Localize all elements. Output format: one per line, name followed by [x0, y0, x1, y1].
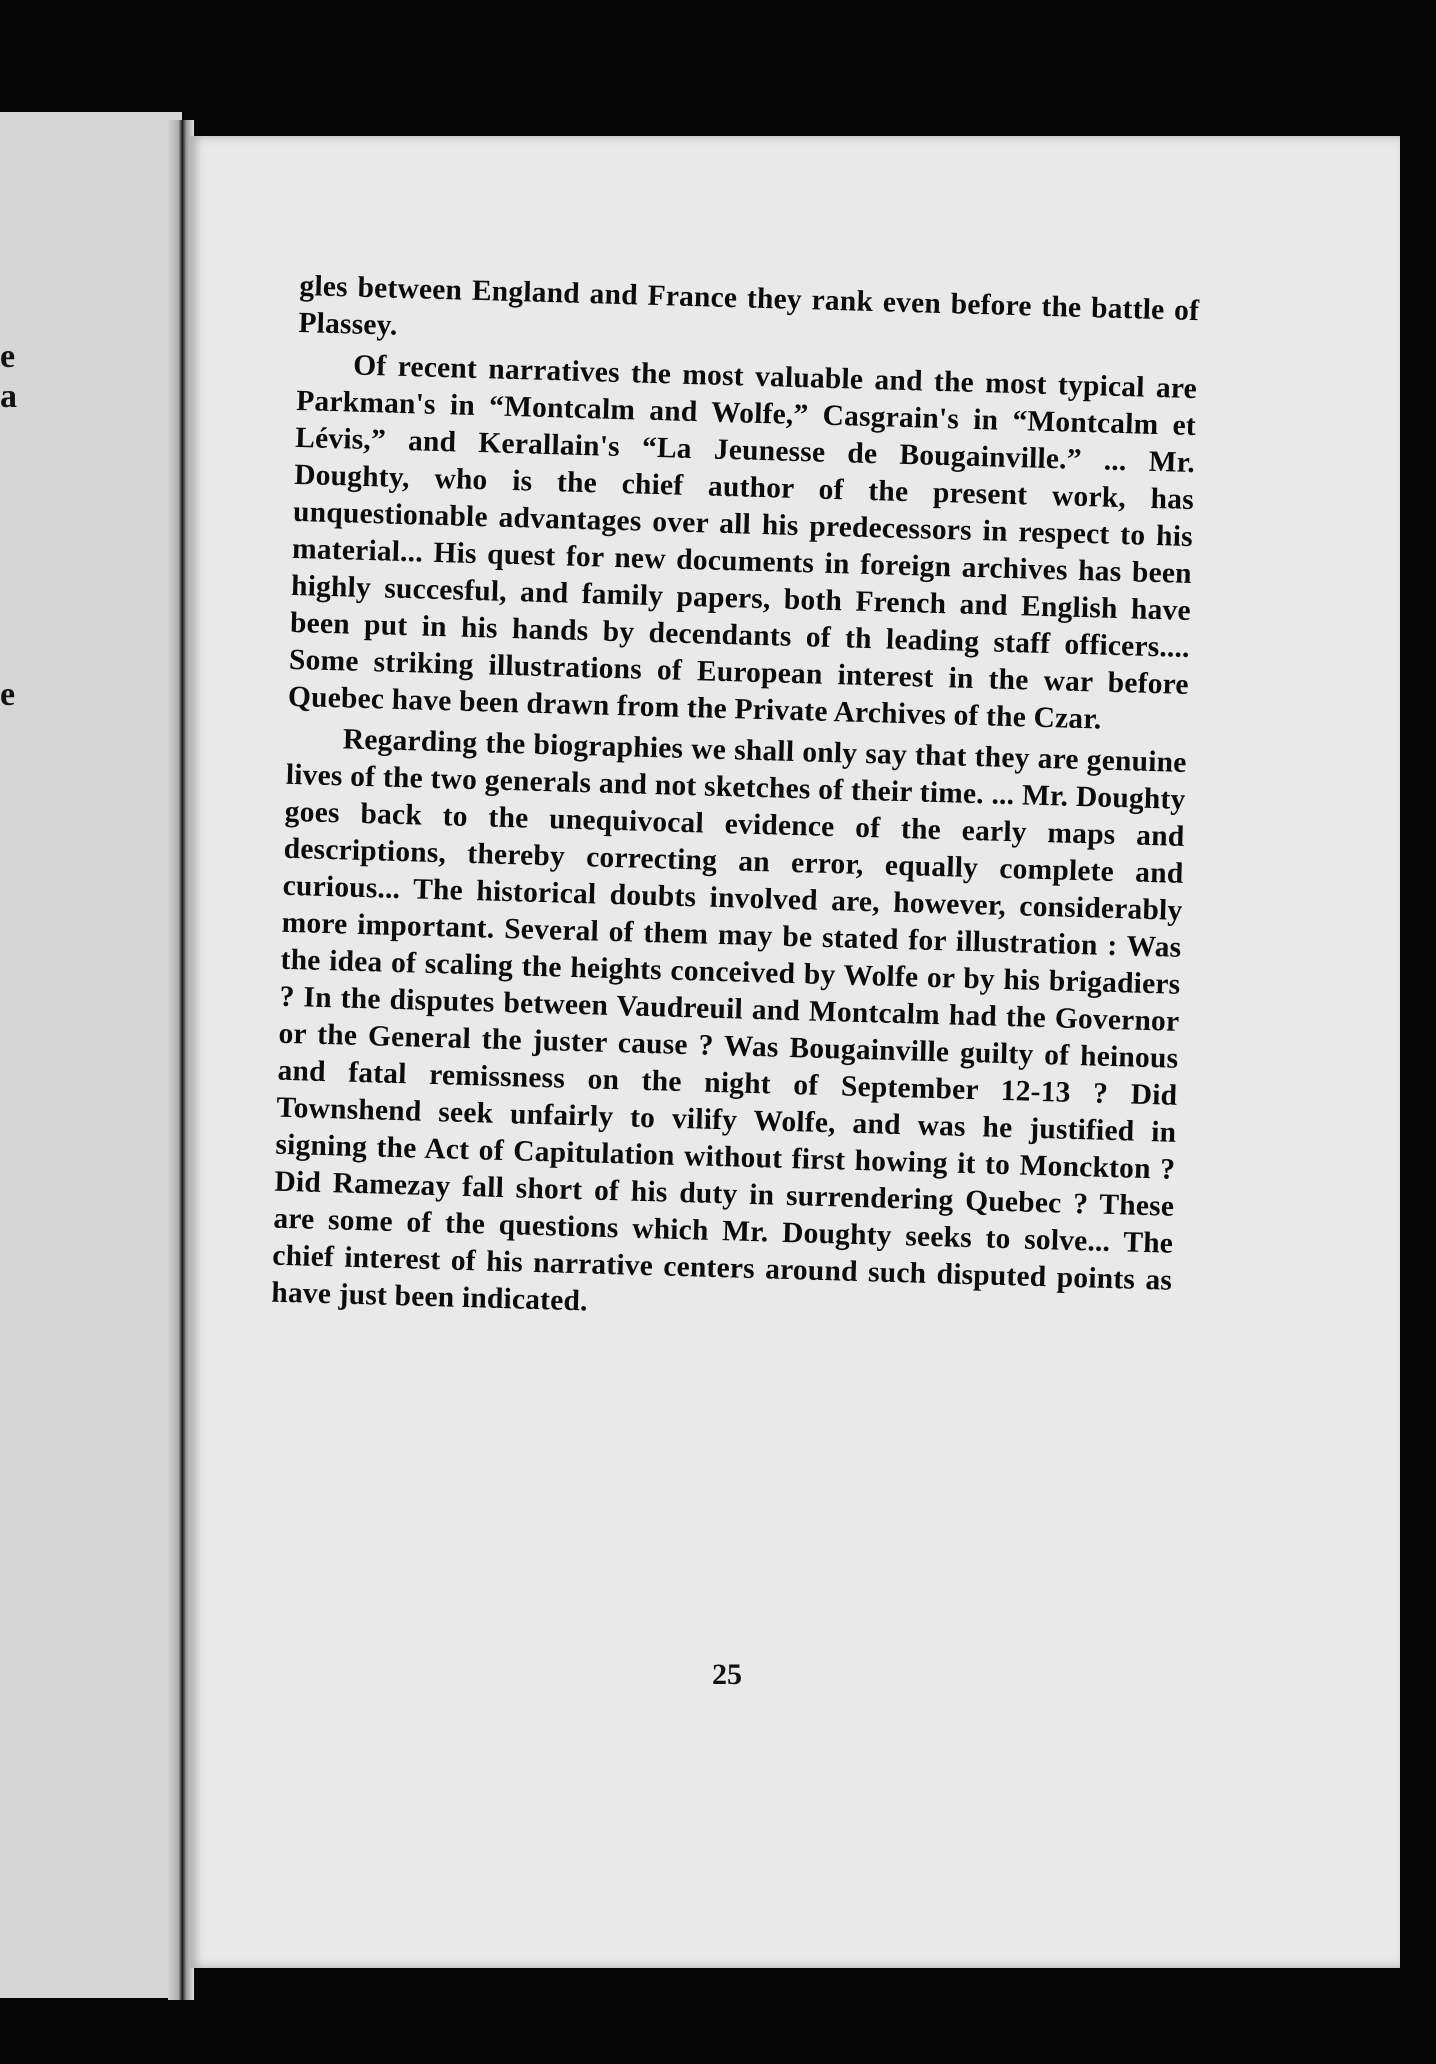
- page-body-text: [271, 268, 1200, 1341]
- left-edge-fragment: a: [0, 378, 17, 415]
- paragraph: Regarding the biographies we shall only say that they are genuine lives of the two generals and not sketches of their time. ... Mr. Doughty goes back to the unequivocal evidence of the early maps and descriptions, thereby correcting an error, equally complete and curious... The historical doubts involved are, however, considerably more important. Several of them may be stated for illustration : Was the idea of scaling the heights conceived by Wolfe or by his brigadiers ? In the disputes between Vaudreuil and Montcalm had the Governor or the General the juster cause ? Was Bougainville guilty of heinous and fatal remissness on the night of September 12-13 ? Did Townshend seek unfairly to vilify Wolfe, and was he justified in signing the Act of Capitulation without first howing it to Monckton ? Did Ramezay fall short of his duty in surrendering Quebec ? These are some of the questions which Mr. Doughty seeks to solve... The chief interest of his narrative centers around such disputed points as have just been indicated.: [270, 723, 1187, 1318]
- left-edge-fragment: e: [0, 676, 16, 713]
- paragraph: gles between England and France they rank even before the battle of Plassey.: [298, 269, 1200, 342]
- page-number: 25: [712, 1658, 742, 1691]
- paragraph: Of recent narratives the most valuable and the most typical are Parkman's in “Montcalm and Wolfe,” Casgrain's in “Montcalm et Lévis,” and Kerallain's “La Jeunesse de Bougainville.” ... Mr. Doughty, who is the chief author of the present work, has unquestionable advantages over all his predecessors in respect to his material... His quest for new documents in foreign archives has been highly succesful, and family papers, both French and English have been put in his hands by decendants of th leading staff officers.... Some striking illustrations of European interest in the war before Quebec have been drawn from the Private Archives of the Czar.: [287, 349, 1198, 736]
- left-edge-fragment: e: [0, 338, 16, 375]
- left-page: [0, 112, 182, 1998]
